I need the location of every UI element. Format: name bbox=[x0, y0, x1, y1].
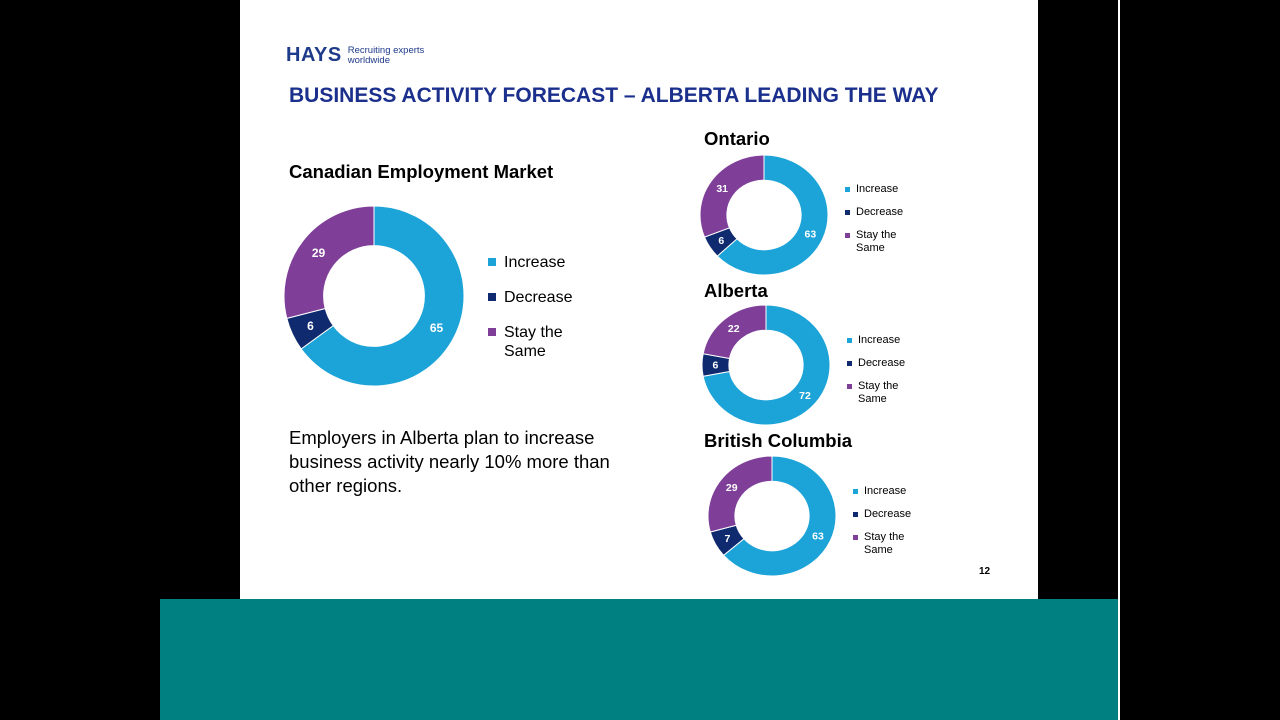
canada-legend-swatch-stay-the-same bbox=[488, 328, 496, 336]
legend-canada bbox=[488, 253, 572, 377]
canada-legend-label-decrease: Decrease bbox=[504, 289, 573, 306]
donut-chart-ontario bbox=[699, 154, 829, 276]
canada-legend-item-decrease bbox=[488, 288, 572, 307]
canada-label-decrease: 6 bbox=[307, 319, 314, 334]
ontario-legend-swatch-decrease bbox=[845, 210, 850, 215]
donut-chart-alberta bbox=[701, 304, 831, 426]
alberta-legend-label-increase: Increase bbox=[858, 334, 901, 346]
canada-legend-label-stay-the-same: Stay the Same bbox=[504, 324, 563, 360]
chart-title-alberta: Alberta bbox=[704, 280, 768, 301]
alberta-label-decrease: 6 bbox=[712, 359, 719, 372]
bc-legend-label-decrease: Decrease bbox=[864, 508, 912, 520]
ontario-slice-stay-the-same bbox=[700, 155, 764, 237]
ontario-legend-label-stay-the-same: Stay the Same bbox=[856, 229, 897, 254]
ontario-legend-label-increase: Increase bbox=[856, 183, 899, 195]
ontario-label-increase: 63 bbox=[804, 228, 817, 241]
alberta-label-stay-the-same: 22 bbox=[727, 323, 740, 336]
bc-legend-swatch-increase bbox=[853, 489, 858, 494]
legend-alberta bbox=[847, 334, 905, 416]
alberta-legend-item-increase bbox=[847, 334, 905, 347]
bc-label-decrease: 7 bbox=[724, 533, 731, 546]
body-text: Employers in Alberta plan to increase business activity nearly 10% more than other regions. bbox=[289, 427, 610, 496]
legend-bc bbox=[853, 485, 911, 567]
bc-legend-label-increase: Increase bbox=[864, 485, 907, 497]
page-number: 12 bbox=[979, 566, 991, 577]
alberta-legend-item-decrease bbox=[847, 357, 905, 370]
bc-label-stay-the-same: 29 bbox=[725, 481, 738, 494]
logo-wordmark: HAYS bbox=[286, 44, 342, 66]
canada-legend-item-stay-the-same bbox=[488, 323, 572, 361]
chart-title-bc: British Columbia bbox=[704, 430, 853, 451]
slide-title: BUSINESS ACTIVITY FORECAST – ALBERTA LEADING THE WAY bbox=[289, 84, 939, 107]
alberta-legend-swatch-decrease bbox=[847, 361, 852, 366]
donut-chart-bc bbox=[707, 455, 837, 577]
ontario-label-stay-the-same: 31 bbox=[716, 183, 729, 196]
ontario-legend-swatch-increase bbox=[845, 187, 850, 192]
hays-logo bbox=[286, 44, 458, 67]
legend-ontario bbox=[845, 183, 903, 265]
bc-legend-item-decrease bbox=[853, 508, 911, 521]
bc-legend-item-stay-the-same bbox=[853, 531, 911, 557]
bc-slice-stay-the-same bbox=[708, 456, 772, 532]
alberta-legend-label-stay-the-same: Stay the Same bbox=[858, 380, 899, 405]
canada-label-stay-the-same: 29 bbox=[311, 246, 326, 261]
alberta-legend-swatch-stay-the-same bbox=[847, 384, 852, 389]
ontario-label-decrease: 6 bbox=[718, 235, 725, 248]
chart-title-ontario: Ontario bbox=[704, 128, 770, 149]
bc-legend-swatch-stay-the-same bbox=[853, 535, 858, 540]
canada-legend-swatch-decrease bbox=[488, 293, 496, 301]
alberta-legend-swatch-increase bbox=[847, 338, 852, 343]
alberta-label-increase: 72 bbox=[799, 389, 811, 402]
canada-legend-swatch-increase bbox=[488, 258, 496, 266]
ontario-legend-label-decrease: Decrease bbox=[856, 206, 904, 218]
bc-label-increase: 63 bbox=[812, 530, 824, 543]
ontario-legend-item-increase bbox=[845, 183, 903, 196]
canada-legend-item-increase bbox=[488, 253, 572, 272]
right-edge-strip bbox=[1118, 0, 1120, 720]
alberta-legend-item-stay-the-same bbox=[847, 380, 905, 406]
alberta-legend-label-decrease: Decrease bbox=[858, 357, 906, 369]
teal-band bbox=[160, 599, 1118, 720]
chart-title-canada: Canadian Employment Market bbox=[289, 161, 554, 182]
logo-tagline: Recruiting experts worldwide bbox=[347, 44, 425, 66]
bc-legend-swatch-decrease bbox=[853, 512, 858, 517]
slide bbox=[240, 0, 1038, 600]
bc-legend-item-increase bbox=[853, 485, 911, 498]
donut-chart-canada bbox=[283, 205, 465, 387]
canada-label-increase: 65 bbox=[429, 321, 444, 336]
ontario-legend-item-stay-the-same bbox=[845, 229, 903, 255]
ontario-legend-swatch-stay-the-same bbox=[845, 233, 850, 238]
ontario-legend-item-decrease bbox=[845, 206, 903, 219]
bc-legend-label-stay-the-same: Stay the Same bbox=[864, 531, 905, 556]
canada-legend-label-increase: Increase bbox=[504, 254, 566, 271]
canada-slice-stay-the-same bbox=[284, 206, 374, 318]
